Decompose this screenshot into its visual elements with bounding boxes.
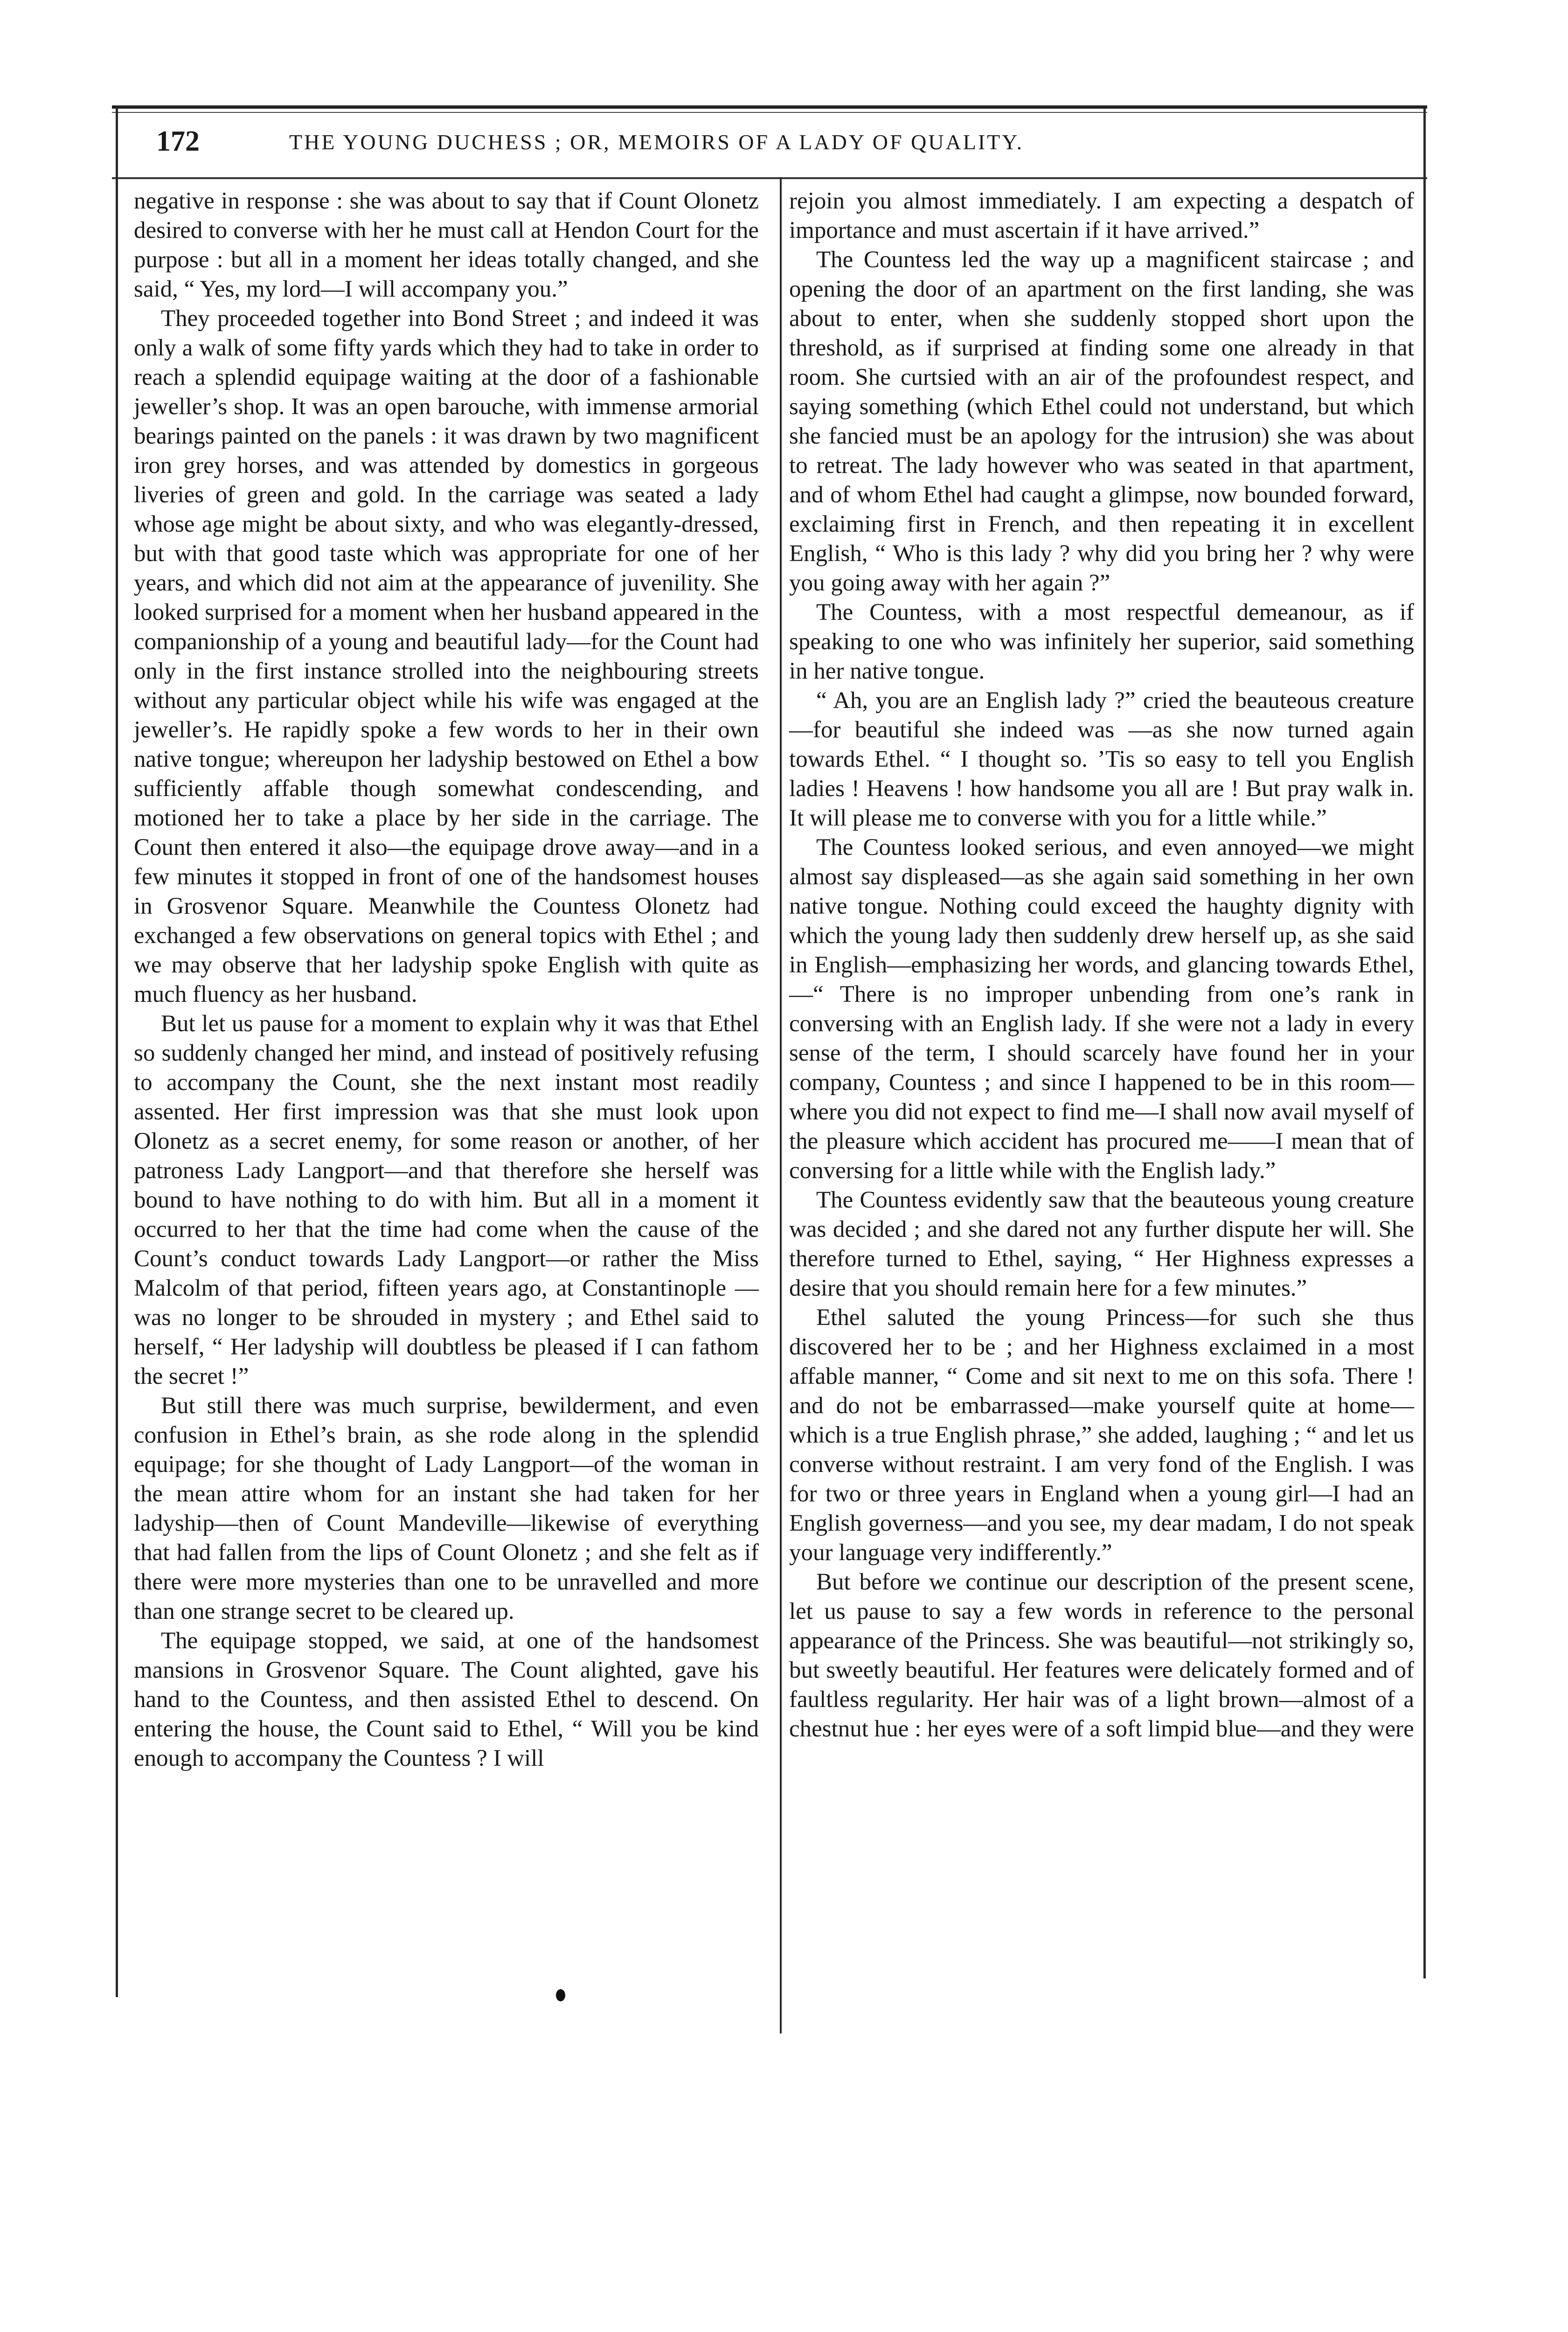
right-column [789, 187, 1414, 1744]
paragraph: The Countess looked serious, and even annoyed—we might almost say displeased—as she again said something in her own native tongue. Nothing could exceed the haughty dignity with which the young lady then suddenly drew herself up, as she said in English—emphasizing her words, and glancing towards Ethel,—“ There is no improper unbending from one’s rank in conversing with an English lady. If she were not a lady in every sense of the term, I should scarcely have found her in your company, Countess ; and since I happened to be in this room—where you did not expect to find me—I shall now avail myself of the pleasure which accident has procured me——I mean that of conversing for a little while with the English lady.” [789, 834, 1414, 1184]
paragraph: “ Ah, you are an English lady ?” cried the beauteous creature—for beautiful she indeed was —as she now turned again towards Ethel. “ I thought so. ’Tis so easy to tell you English ladies ! Heavens ! how handsome you all are ! But pray walk in. It will please me to converse with you for a little while.” [789, 687, 1414, 831]
paragraph: rejoin you almost immediately. I am expecting a despatch of importance and must ascertain if it have arrived.” [789, 188, 1414, 243]
paragraph: The Countess evidently saw that the beauteous young creature was decided ; and she dared not any further dispute her will. She therefore turned to Ethel, saying, “ Her Highness expresses a desire that you should remain here for a few minutes.” [789, 1187, 1414, 1301]
left-border-line [116, 108, 118, 1997]
right-border-line [1423, 108, 1426, 1978]
ink-mark [556, 1989, 565, 2001]
header-rule [112, 177, 1427, 179]
paragraph: But before we continue our description of the present scene, let us pause to say a few words in reference to the personal appearance of the Princess. She was beautiful—not strikingly so, but sweetly beautiful. Her features were delicately formed and of faultless regularity. Her hair was of a light brown—almost of a chestnut hue : her eyes were of a soft limpid blue—and they were [789, 1569, 1414, 1742]
column-divider [780, 177, 782, 2034]
paragraph: negative in response : she was about to say that if Count Olonetz desired to converse with her he must call at Hendon Court for the purpose : but all in a moment her ideas totally changed, and she said, “ Yes, my lord—I will accompany you.” [134, 188, 759, 302]
paragraph: But let us pause for a moment to explain why it was that Ethel so suddenly changed her mind, and instead of positively refusing to accompany the Count, she the next instant most readily assented. Her first impression was that she must look upon Olonetz as a secret enemy, for some reason or another, of her patroness Lady Langport—and that therefore she herself was bound to have nothing to do with him. But all in a moment it occurred to her that the time had come when the cause of the Count’s conduct towards Lady Langport—or rather the Miss Malcolm of that period, fifteen years ago, at Constantinople —was no longer to be shrouded in mystery ; and Ethel said to herself, “ Her ladyship will doubtless be pleased if I can fathom the secret !” [134, 1011, 759, 1389]
paragraph: The equipage stopped, we said, at one of the handsomest mansions in Grosvenor Square. The Count alighted, gave his hand to the Countess, and then assisted Ethel to descend. On entering the house, the Count said to Ethel, “ Will you be kind enough to accompany the Countess ? I will [134, 1628, 759, 1771]
running-head: THE YOUNG DUCHESS ; OR, MEMOIRS OF A LADY OF QUALITY. [289, 130, 1024, 154]
paragraph: The Countess led the way up a magnificent staircase ; and opening the door of an apartment on the first landing, she was about to enter, when she suddenly stopped short upon the threshold, as if surprised at finding some one already in that room. She curtsied with an air of the profoundest respect, and saying something (which Ethel could not understand, but which she fancied must be an apology for the intrusion) she was about to retreat. The lady however who was seated in that apartment, and of whom Ethel had caught a glimpse, now bounded forward, exclaiming first in French, and then repeating it in excellent English, “ Who is this lady ? why did you bring her ? why were you going away with her again ?” [789, 247, 1414, 596]
paragraph: They proceeded together into Bond Street ; and indeed it was only a walk of some fifty yards which they had to take in order to reach a splendid equipage waiting at the door of a fashionable jeweller’s shop. It was an open barouche, with immense armorial bearings painted on the panels : it was drawn by two magnificent iron grey horses, and was attended by domestics in gorgeous liveries of green and gold. In the carriage was seated a lady whose age might be about sixty, and who was elegantly-dressed, but with that good taste which was appropriate for one of her years, and which did not aim at the appearance of juvenility. She looked surprised for a moment when her husband appeared in the companionship of a young and beautiful lady—for the Count had only in the first instance strolled into the neighbouring streets without any particular object while his wife was engaged at the jeweller’s. He rapidly spoke a few words to her in their own native tongue; whereupon her ladyship bestowed on Ethel a bow sufficiently affable though somewhat condescending, and motioned her to take a place by her side in the carriage. The Count then entered it also—the equipage drove away—and in a few minutes it stopped in front of one of the handsomest houses in Grosvenor Square. Meanwhile the Countess Olonetz had exchanged a few observations on general topics with Ethel ; and we may observe that her ladyship spoke English with quite as much fluency as her husband. [134, 305, 759, 1007]
top-rule-thin [112, 112, 1427, 113]
left-column [134, 187, 759, 1773]
paragraph: The Countess, with a most respectful demeanour, as if speaking to one who was infinitely her superior, said something in her native tongue. [789, 599, 1414, 684]
paragraph: But still there was much surprise, bewilderment, and even confusion in Ethel’s brain, as she rode along in the splendid equipage; for she thought of Lady Langport—of the woman in the mean attire whom for an instant she had taken for her ladyship—then of Count Mandeville—likewise of everything that had fallen from the lips of Count Olonetz ; and she felt as if there were more mysteries than one to be unravelled and more than one strange secret to be cleared up. [134, 1393, 759, 1624]
paragraph: Ethel saluted the young Princess—for such she thus discovered her to be ; and her Highness exclaimed in a most affable manner, “ Come and sit next to me on this sofa. There ! and do not be embarrassed—make yourself quite at home—which is a true English phrase,” she added, laughing ; “ and let us converse without restraint. I am very fond of the English. I was for two or three years in England when a young girl—I had an English governess—and you see, my dear madam, I do not speak your language very indifferently.” [789, 1305, 1414, 1566]
page-number: 172 [156, 125, 200, 157]
top-rule [112, 105, 1427, 109]
